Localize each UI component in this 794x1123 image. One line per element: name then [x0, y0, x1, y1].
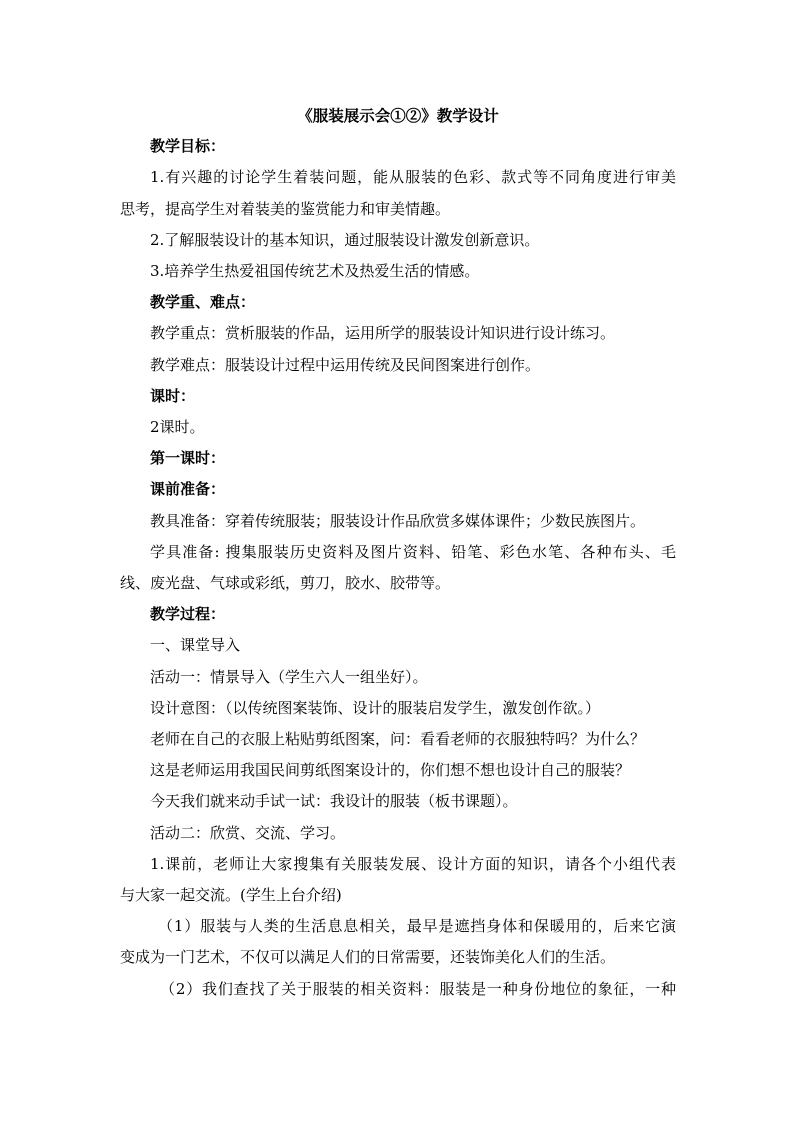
- document-body: [120, 100, 676, 1005]
- paragraph-line: 老师在自己的衣服上粘贴剪纸图案，问：看看老师的衣服独特吗？为什么？: [150, 730, 646, 749]
- paragraph-line: 1.课前，老师让大家搜集有关服装发展、设计方面的知识，请各个小组代表: [150, 854, 676, 873]
- document-title: 《服装展示会①②》教学设计: [297, 106, 499, 125]
- paragraph-line: （1）服装与人类的生活息息相关，最早是遮挡身体和保暖用的，后来它演: [158, 917, 676, 936]
- heading-teaching-process: 教学过程：: [150, 605, 226, 624]
- section-heading: 一、课堂导入: [150, 636, 241, 655]
- paragraph-line: 思考，提高学生对着装美的鉴赏能力和审美情趣。: [120, 199, 451, 218]
- heading-preparation: 课前准备：: [150, 480, 226, 499]
- paragraph-line: 教学难点：服装设计过程中运用传统及民间图案进行创作。: [150, 355, 541, 374]
- paragraph-line: 与大家一起交流。(学生上台介绍): [120, 886, 342, 905]
- paragraph-line: 2课时。: [150, 418, 205, 437]
- paragraph-line: 变成为一门艺术，不仅可以满足人们的日常需要，还装饰美化人们的生活。: [120, 948, 616, 967]
- heading-teaching-goals: 教学目标：: [150, 137, 226, 156]
- paragraph-line: 学具准备: 搜集服装历史资料及图片资料、铅笔、彩色水笔、各种布头、毛: [150, 542, 676, 561]
- heading-first-lesson: 第一课时：: [150, 449, 226, 468]
- heading-class-hours: 课时：: [150, 386, 196, 405]
- paragraph-line: 活动一：情景导入（学生六人一组坐好）。: [150, 667, 428, 686]
- paragraph-line: 2.了解服装设计的基本知识，通过服装设计激发创新意识。: [150, 230, 540, 249]
- paragraph-line: 设计意图：（以传统图案装饰、设计的服装启发学生，激发创作欲。）: [150, 698, 601, 717]
- paragraph-line: 教具准备：穿着传统服装；服装设计作品欣赏多媒体课件；少数民族图片。: [150, 511, 646, 530]
- heading-key-points: 教学重、难点：: [150, 293, 256, 312]
- paragraph-line: 这是老师运用我国民间剪纸图案设计的，你们想不想也设计自己的服装？: [150, 761, 631, 780]
- paragraph-line: 线、废光盘、气球或彩纸，剪刀，胶水、胶带等。: [120, 574, 451, 593]
- paragraph-line: 1.有兴趣的讨论学生着装问题，能从服装的色彩、款式等不同角度进行审美: [150, 168, 676, 187]
- paragraph-line: 3.培养学生热爱祖国传统艺术及热爱生活的情感。: [150, 262, 480, 281]
- paragraph-line: 今天我们就来动手试一试：我设计的服装（板书课题）。: [150, 792, 518, 811]
- paragraph-line: 教学重点：赏析服装的作品，运用所学的服装设计知识进行设计练习。: [150, 324, 616, 343]
- paragraph-line: （2）我们查找了关于服装的相关资料：服装是一种身份地位的象征，一种: [160, 979, 676, 998]
- paragraph-line: 活动二：欣赏、交流、学习。: [150, 823, 346, 842]
